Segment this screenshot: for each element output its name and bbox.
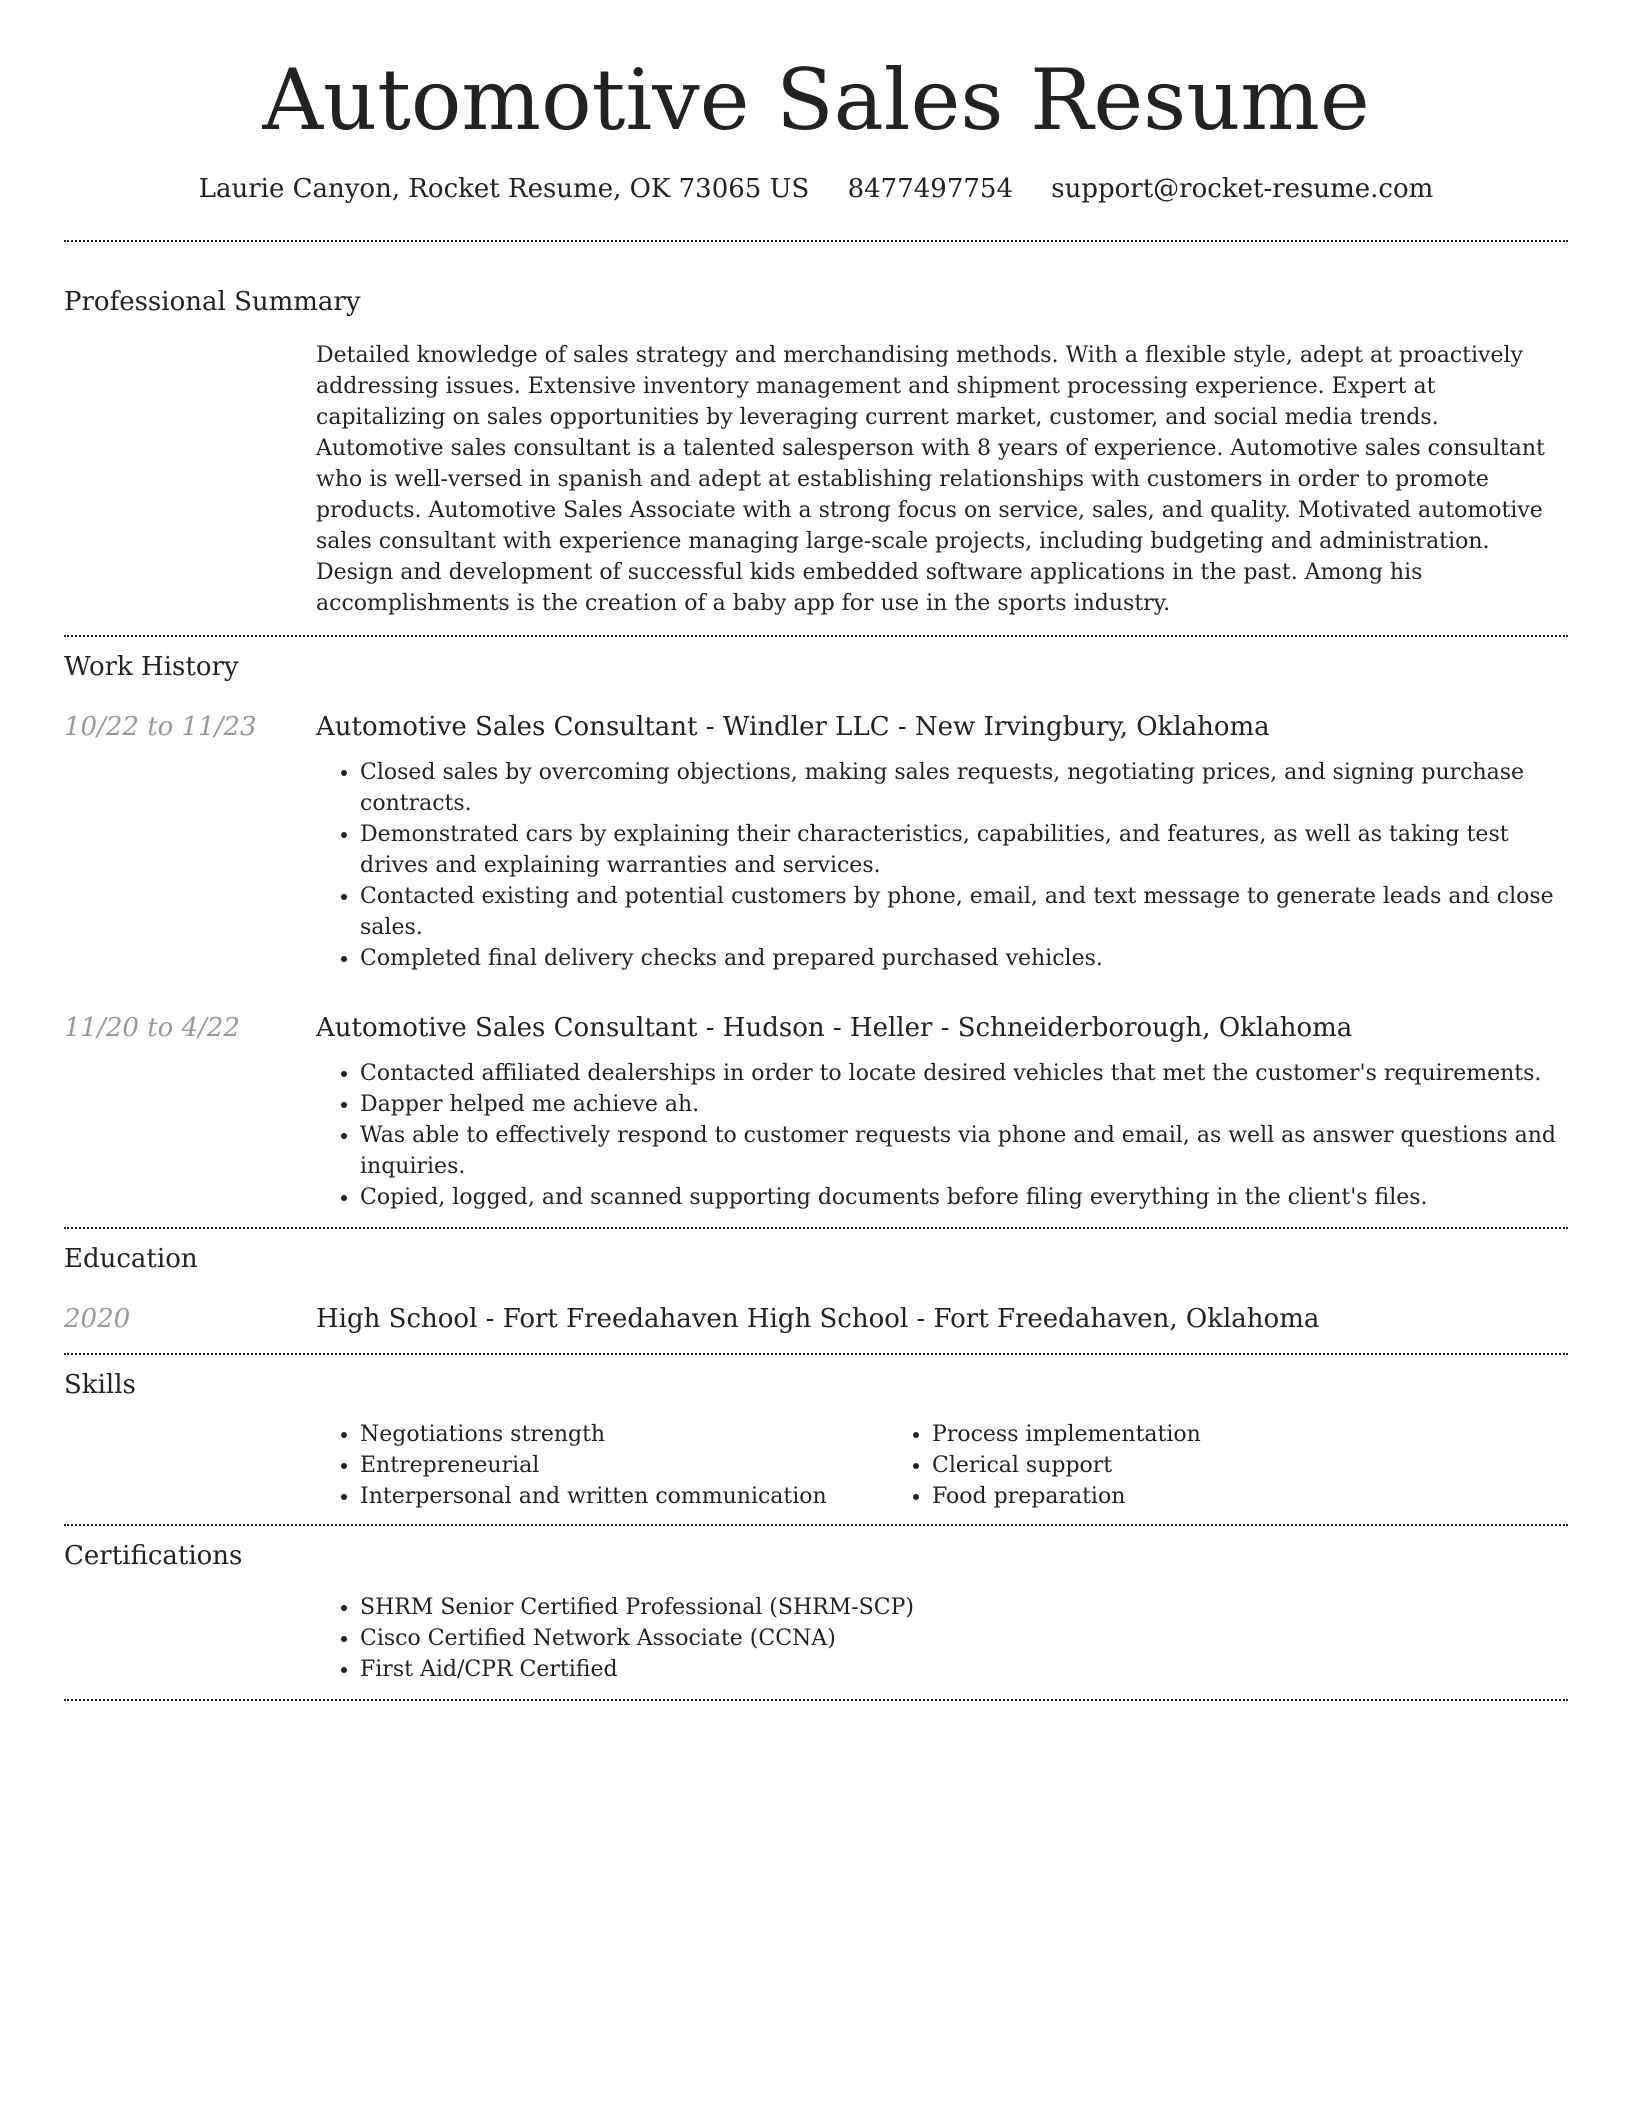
education-title: High School - Fort Freedahaven High School - Fort Freedahaven, Oklahoma [316, 1304, 1320, 1334]
list-item: • Contacted existing and potential customers by phone, email, and text message to generate leads and close sales. [360, 881, 1568, 943]
list-item: • Clerical support [932, 1450, 1460, 1481]
skills-list-right [888, 1419, 1460, 1512]
job-entry [64, 1010, 1568, 1046]
list-item: • SHRM Senior Certified Professional (SHRM-SCP) [360, 1592, 1568, 1623]
certifications-section [64, 1526, 1568, 1685]
work-history-section [64, 637, 1568, 1227]
list-item: • Copied, logged, and scanned supporting documents before filing everything in the client's files. [360, 1182, 1568, 1213]
list-item: • Demonstrated cars by explaining their characteristics, capabilities, and features, as well as taking test drives and explaining warranties and services. [360, 819, 1568, 881]
skills-list-left [316, 1419, 888, 1512]
job-dates: 11/20 to 4/22 [64, 1013, 240, 1043]
list-item: • Cisco Certified Network Associate (CCNA) [360, 1623, 1568, 1654]
contact-phone: 8477497754 [847, 174, 1014, 204]
work-history-heading: Work History [64, 652, 239, 682]
list-item: • Completed final delivery checks and prepared purchased vehicles. [360, 943, 1568, 974]
education-section [64, 1229, 1568, 1337]
list-item: • Dapper helped me achieve ah. [360, 1089, 1568, 1120]
list-item: • Process implementation [932, 1419, 1460, 1450]
job-dates: 10/22 to 11/23 [64, 712, 257, 742]
education-year: 2020 [64, 1304, 131, 1334]
summary-heading: Professional Summary [64, 287, 361, 317]
education-entry [64, 1301, 1568, 1337]
skills-section [64, 1355, 1568, 1512]
contact-email: support@rocket-resume.com [1051, 174, 1434, 204]
job-title: Automotive Sales Consultant - Hudson - Heller - Schneiderborough, Oklahoma [316, 1013, 1353, 1043]
job-title: Automotive Sales Consultant - Windler LLC - New Irvingbury, Oklahoma [316, 712, 1270, 742]
summary-text: Detailed knowledge of sales strategy and merchandising methods. With a flexible style, adept at proactively addressing issues. Extensive inventory management and shipment processing experience. Expert at capitalizing on sales opportunities by leveraging current market, customer, and social media trends. Automotive sales consultant is a talented salesperson with 8 years of experience. Automotive sales consultant who is well-versed in spanish and adept at establishing relationships with customers in order to promote products. Automotive Sales Associate with a strong focus on service, sales, and quality. Motivated automotive sales consultant with experience managing large-scale projects, including budgeting and administration. Design and development of successful kids embedded software applications in the past. Among his accomplishments is the creation of a baby app for use in the sports industry. [316, 343, 1545, 616]
divider [64, 1699, 1568, 1701]
job-bullets [316, 757, 1568, 974]
contact-address: Laurie Canyon, Rocket Resume, OK 73065 US [198, 174, 810, 204]
list-item: • Closed sales by overcoming objections, making sales requests, negotiating prices, and signing purchase contracts. [360, 757, 1568, 819]
contact-line [64, 170, 1568, 208]
summary-section [64, 242, 1568, 619]
list-item: • First Aid/CPR Certified [360, 1654, 1568, 1685]
resume-title: Automotive Sales Resume [262, 51, 1370, 149]
list-item: • Negotiations strength [360, 1419, 888, 1450]
skills-heading: Skills [64, 1370, 136, 1400]
job-bullets [316, 1058, 1568, 1213]
list-item: • Was able to effectively respond to customer requests via phone and email, as well as answer questions and inquiries. [360, 1120, 1568, 1182]
list-item: • Interpersonal and written communication [360, 1481, 888, 1512]
skills-grid [316, 1419, 1568, 1512]
list-item: • Contacted affiliated dealerships in order to locate desired vehicles that met the customer's requirements. [360, 1058, 1568, 1089]
certifications-heading: Certifications [64, 1541, 243, 1571]
education-heading: Education [64, 1244, 198, 1274]
list-item: • Entrepreneurial [360, 1450, 888, 1481]
certifications-list [316, 1592, 1568, 1685]
list-item: • Food preparation [932, 1481, 1460, 1512]
job-entry [64, 709, 1568, 745]
